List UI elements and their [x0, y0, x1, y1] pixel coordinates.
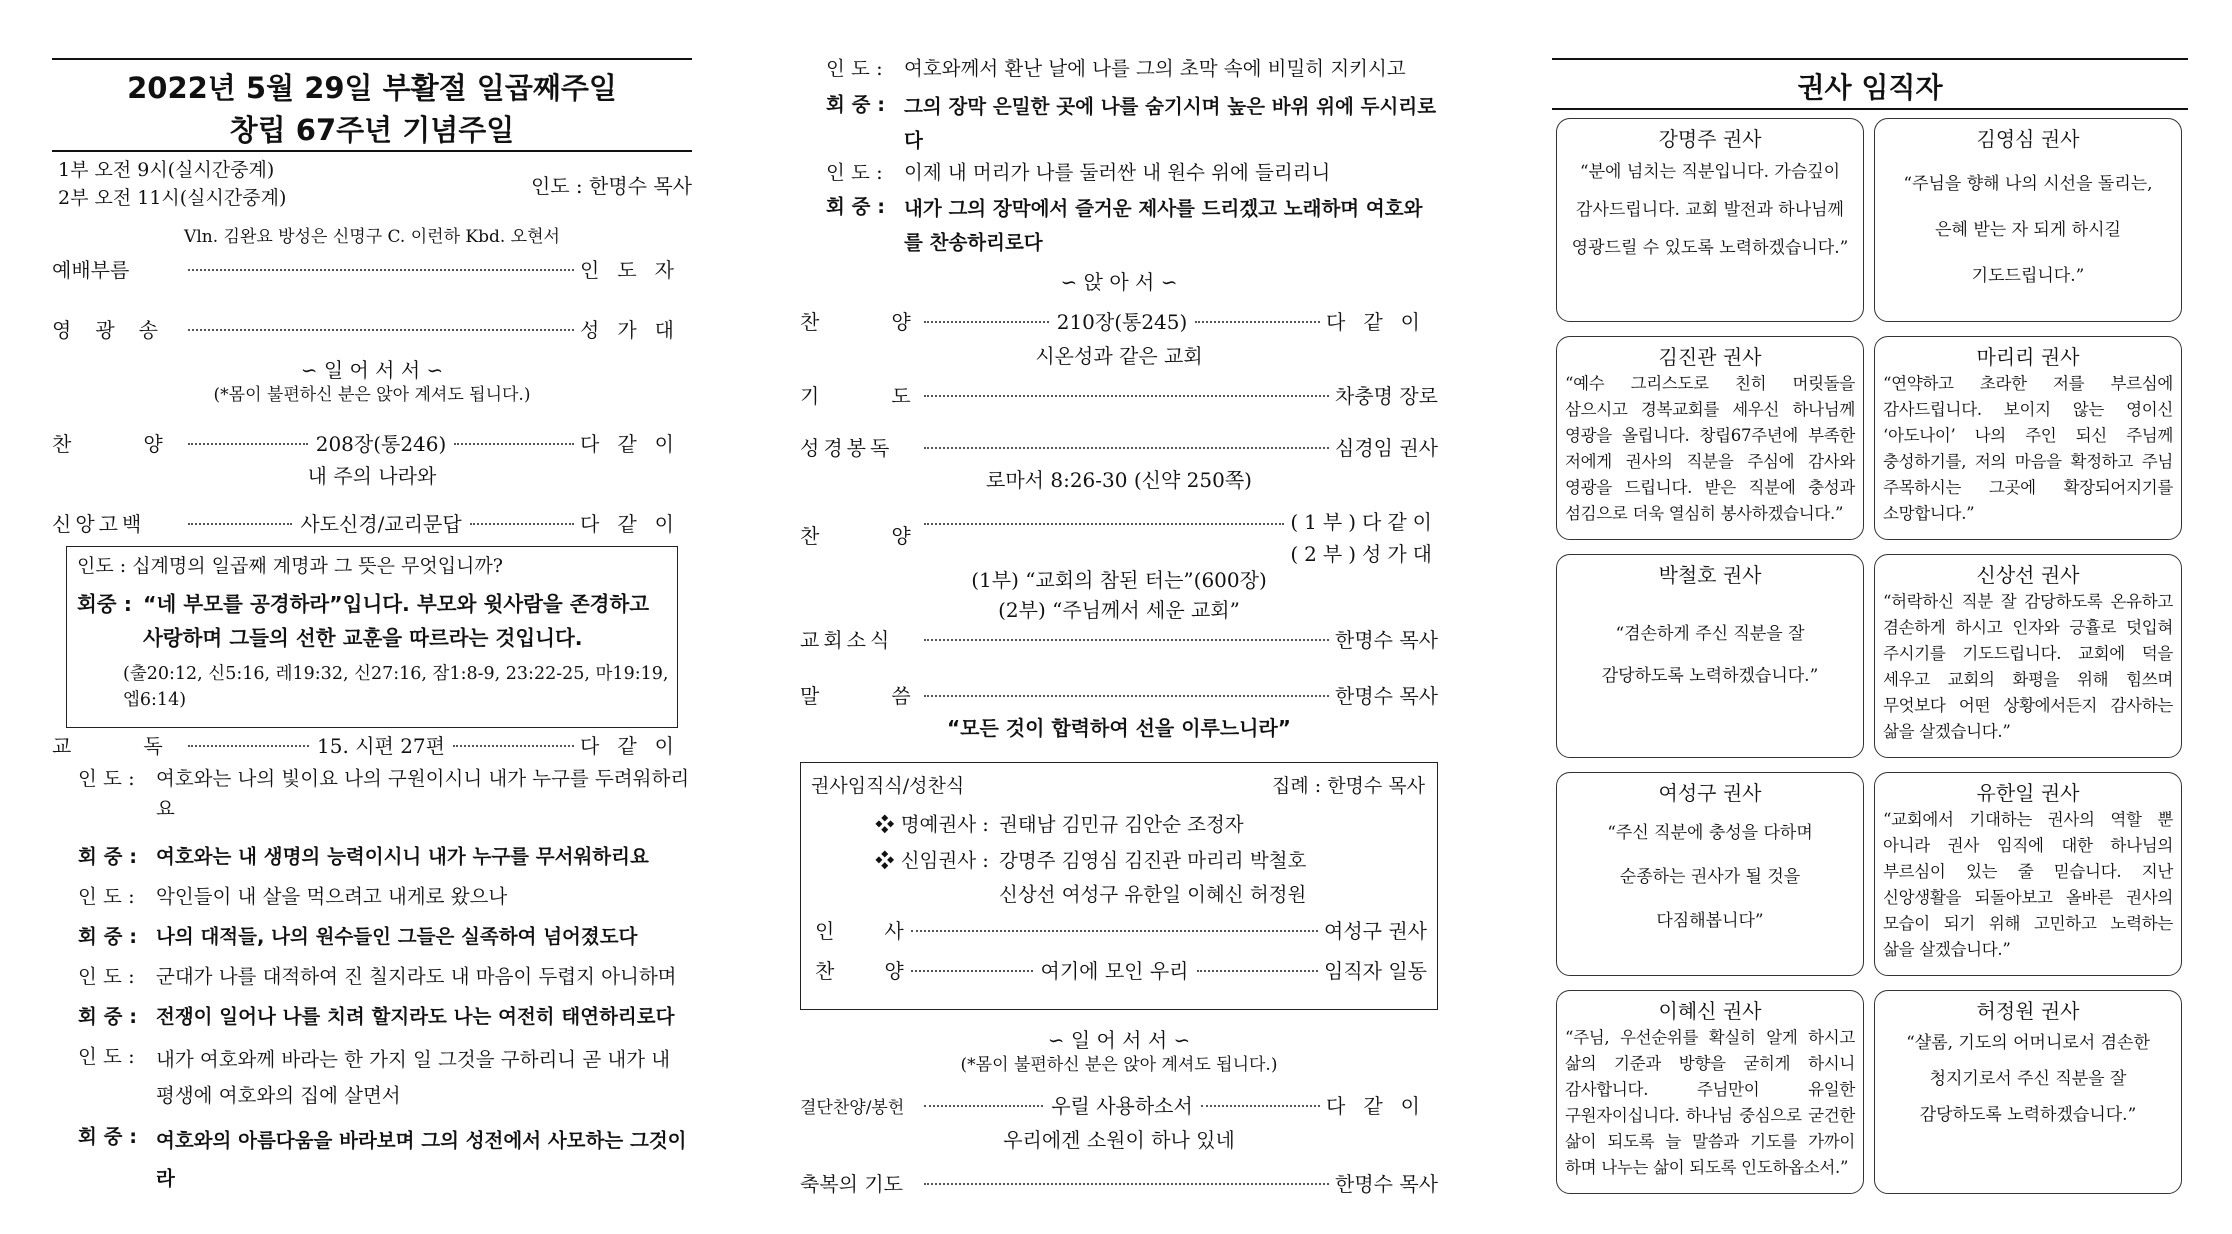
offertory-subtitle: 우리에겐 소원이 하나 있네	[1003, 1128, 1235, 1152]
deaconess-message: “연약하고 초라한 저를 부르심에 감사드립니다. 보이지 않는 영이신 ‘아도나이’ 나의 주인 되신 주님께 충성하기를, 저의 마음을 확정하고 주님 주목하시는 그곳에 확장되어지기를 소망합니다.”	[1883, 374, 2173, 523]
order-label: 영광송	[52, 318, 182, 342]
reading-line-12	[826, 192, 1438, 254]
catechism-references: (출20:12, 신5:16, 레19:32, 신27:16, 잠1:8-9, 23:22-25, 마19:19, 엡6:14)	[123, 664, 669, 710]
order-right: 한명수 목사	[1335, 684, 1438, 708]
order-call-to-worship	[52, 254, 692, 288]
deaconess-column	[1552, 0, 2188, 1234]
order-right: 다같이	[1326, 310, 1438, 334]
reading-text: 전쟁이 일어나 나를 치려 할지라도 나는 여전히 태연하리로다	[156, 1005, 675, 1028]
new-deaconess-names-2: 신상선 여성구 유한일 이혜신 허정원	[999, 883, 1307, 906]
deaconess-message: “샬롬, 기도의 어머니로서 겸손한 청지기로서 주신 직분을 잘 감당하도록 노력하겠습니다.”	[1906, 1033, 2150, 1125]
catechism-box	[66, 546, 678, 728]
order-label: 찬양	[52, 432, 235, 456]
deaconess-name: 마리리 권사	[1976, 345, 2080, 369]
reading-role: 회 중 :	[78, 925, 138, 948]
reading-role: 회 중 :	[78, 845, 138, 868]
reading-line-1	[78, 764, 692, 824]
order-label: 교회소식	[800, 628, 894, 652]
reading-text: 이제 내 머리가 나를 둘러싼 내 원수 위에 들리리니	[904, 161, 1331, 184]
deaconess-message: “분에 넘치는 직분입니다. 가슴깊이 감사드립니다. 교회 발전과 하나님께 영광드릴 수 있도록 노력하겠습니다.”	[1571, 162, 1849, 258]
order-hymn-2	[800, 306, 1438, 340]
order-right: 한명수 목사	[1335, 628, 1438, 652]
deaconess-card	[1556, 554, 1864, 758]
musicians: Vln. 김완요 방성은 신명구 C. 이런하 Kbd. 오현서	[184, 227, 560, 247]
service-time-2: 2부 오전 11시(실시간중계)	[58, 187, 287, 209]
order-right: (1부)다같이	[1290, 510, 1438, 534]
order-label: 인사	[815, 919, 954, 943]
reading-role: 인 도 :	[78, 885, 135, 908]
order-doxology	[52, 314, 692, 348]
service-time-1: 1부 오전 9시(실시간중계)	[58, 159, 275, 181]
deaconess-card	[1874, 554, 2182, 758]
reading-role: 인 도 :	[826, 57, 883, 80]
new-deaconess-names-1: 강명주 김영심 김진관 마리리 박철호	[999, 849, 1307, 872]
service-leader: 인도 : 한명수 목사	[530, 174, 692, 198]
reading-text: 군대가 나를 대적하여 진 칠지라도 내 마음이 두렵지 아니하며	[156, 965, 677, 988]
hymn-number: 210장(통245)	[1056, 310, 1188, 334]
deaconess-card	[1556, 118, 1864, 322]
deaconess-name: 김영심 권사	[1976, 127, 2080, 151]
reading-line-8	[78, 1122, 692, 1190]
order-right: 심경임 권사	[1335, 436, 1438, 460]
ordination-officiant: 집례 : 한명수 목사	[1272, 775, 1425, 797]
order-right: 다같이	[580, 734, 692, 758]
catechism-question: 인도 : 십계명의 일곱째 계명과 그 뜻은 무엇입니까?	[77, 555, 503, 577]
deaconess-name: 유한일 권사	[1976, 781, 2080, 805]
reading-text: 나의 대적들, 나의 원수들인 그들은 실족하여 넘어졌도다	[156, 925, 638, 948]
reading-text: 그의 장막 은밀한 곳에 나를 숨기시며 높은 바위 위에 두시리로다	[904, 95, 1437, 152]
reading-line-3	[78, 882, 692, 912]
hymn-number: 208장(통246)	[315, 432, 447, 456]
reading-role: 회 중 :	[826, 93, 886, 116]
reading-role: 회 중 :	[826, 195, 886, 218]
stand-instruction-2: ∽ 일 어 서 서 ∽	[1047, 1028, 1191, 1052]
hymn-title: 내 주의 나라와	[307, 464, 437, 488]
deaconess-name: 박철호 권사	[1658, 563, 1762, 587]
deaconess-name: 신상선 권사	[1976, 563, 2080, 587]
new-deaconess-label: ❖ 신임권사 :	[875, 849, 989, 872]
confession-name: 사도신경/교리문답	[300, 512, 462, 536]
stand-note: (*몸이 불편하신 분은 앉아 계셔도 됩니다.)	[213, 385, 531, 405]
reading-line-9	[826, 54, 1438, 84]
reading-role: 인 도 :	[78, 767, 135, 790]
ordination-box	[800, 762, 1438, 1010]
order-label: 찬양	[800, 310, 983, 334]
reading-line-10	[826, 90, 1438, 152]
reading-text: 내가 여호와께 바라는 한 가지 일 그것을 구하리니 곧 내가 내 평생에 여호와의 집에 살면서	[156, 1048, 671, 1107]
stand-note-2: (*몸이 불편하신 분은 앉아 계셔도 됩니다.)	[960, 1055, 1278, 1075]
reading-role: 인 도 :	[826, 161, 883, 184]
top-rule	[1552, 58, 2188, 60]
anthem-title-1: (1부) “교회의 참된 터는”(600장)	[971, 568, 1267, 592]
order-label: 말씀	[800, 684, 983, 708]
order-right: 한명수 목사	[1335, 1172, 1438, 1196]
order-label: 결단찬양/봉헌	[800, 1098, 905, 1118]
ordination-title: 권사임직식/성찬식	[811, 775, 965, 797]
honorary-names: 권태남 김민규 김안순 조정자	[999, 813, 1244, 836]
deaconess-card	[1874, 772, 2182, 976]
deaconess-card	[1874, 118, 2182, 322]
hymn-title: 여기에 모인 우리	[1040, 959, 1189, 983]
order-announcements	[800, 624, 1438, 658]
deaconess-message: “허락하신 직분 잘 감당하도록 온유하고 겸손하게 하시고 인자와 긍휼로 덧입혀 주시기를 기도드립니다. 교회에 덕을 세우고 교회의 화평을 위해 힘쓰며 무엇보다 어떤 상황에서든지 감사하는 삶을 살겠습니다.”	[1883, 592, 2173, 741]
reading-line-2	[78, 842, 692, 872]
reading-line-7	[78, 1042, 692, 1107]
deaconess-message: “주님, 우선순위를 확실히 알게 하시고 삶의 기준과 방향을 굳히게 하시니 감사합니다. 주님만이 유일한 구원자이십니다. 하나님 중심으로 굳건한 삶이 되도록 늘 말씀과 기도를 가까이 하며 나누는 삶이 되도록 인도하옵소서.”	[1565, 1028, 1855, 1177]
deaconess-message: “예수 그리스도로 친히 머릿돌을 삼으시고 경복교회를 세우신 하나님께 영광을 올립니다. 창립67주년에 부족한 저에게 권사의 직분을 주심에 감사와 영광을 드립니다. 받은 직분에 충성과 섬김으로 더욱 열심히 봉사하겠습니다.”	[1565, 374, 1855, 523]
order-label: 성경봉독	[800, 436, 894, 460]
order-sermon	[800, 680, 1438, 714]
worship-order-column-1	[52, 0, 692, 1234]
title-rule	[1552, 108, 2188, 110]
sit-instruction: ∽ 앉 아 서 ∽	[1060, 270, 1178, 294]
order-right: 인도자	[580, 258, 692, 282]
deaconess-card	[1556, 772, 1864, 976]
deaconess-card	[1556, 336, 1864, 540]
deaconess-card	[1556, 990, 1864, 1194]
bulletin-title: 2022년 5월 29일 부활절 일곱째주일	[127, 71, 617, 105]
order-right: 성가대	[580, 318, 692, 342]
order-label: 찬양	[815, 959, 954, 983]
reading-text: 여호와의 아름다움을 바라보며 그의 성전에서 사모하는 그것이라	[156, 1129, 687, 1190]
reading-title: 15. 시편 27편	[317, 734, 445, 758]
deaconess-title: 권사 임직자	[1797, 71, 1943, 104]
sermon-title: “모든 것이 합력하여 선을 이루느니라”	[947, 716, 1291, 740]
anthem-title-2: (2부) “주님께서 세운 교회”	[998, 598, 1240, 622]
order-label: 기도	[800, 384, 983, 408]
order-hymn	[52, 428, 692, 462]
deaconess-name: 여성구 권사	[1658, 781, 1762, 805]
scripture-reference: 로마서 8:26-30 (신약 250쪽)	[986, 468, 1252, 492]
order-greeting	[815, 915, 1427, 949]
order-confession	[52, 508, 692, 542]
order-label: 축복의 기도	[800, 1172, 903, 1196]
order-right: 임직자 일동	[1324, 959, 1427, 983]
reading-role: 인 도 :	[78, 965, 135, 988]
reading-role: 인 도 :	[78, 1045, 135, 1068]
reading-text: 여호와는 내 생명의 능력이시니 내가 누구를 무서워하리요	[156, 845, 649, 868]
deaconess-message: “교회에서 기대하는 권사의 역할 뿐 아니라 권사 임직에 대한 하나님의 부르심이 있는 줄 믿습니다. 지난 신앙생활을 되돌아보고 올바른 권사의 모습이 되기 위해 고민하고 노력하는 삶을 살겠습니다.”	[1883, 810, 2173, 959]
deaconess-name: 강명주 권사	[1658, 127, 1762, 151]
order-right: 다같이	[580, 512, 692, 536]
deaconess-card	[1874, 990, 2182, 1194]
stand-instruction: ∽ 일 어 서 서 ∽	[300, 358, 444, 382]
order-scripture	[800, 432, 1438, 466]
reading-line-11	[826, 158, 1438, 188]
order-benediction	[800, 1168, 1438, 1202]
order-right: 다같이	[1326, 1094, 1439, 1118]
reading-text: 여호와께서 환난 날에 나를 그의 초막 속에 비밀히 지키시고	[904, 57, 1406, 80]
title-rule	[52, 150, 692, 152]
order-responsive-reading	[52, 730, 692, 764]
deaconess-message: “겸손하게 주신 직분을 잘 감당하도록 노력하겠습니다.”	[1601, 624, 1819, 686]
order-right: 여성구 권사	[1324, 919, 1427, 943]
bulletin-subtitle: 창립 67주년 기념주일	[229, 113, 515, 147]
deaconess-message: “주님을 향해 나의 시선을 돌리는, 은혜 받는 자 되게 하시길 기도드립니다.”	[1903, 174, 2153, 286]
deaconess-name: 허정원 권사	[1976, 999, 2080, 1023]
catechism-answer-label: 회중 :	[77, 592, 132, 616]
reading-text: 내가 그의 장막에서 즐거운 제사를 드리겠고 노래하며 여호와를 찬송하리로다	[904, 197, 1423, 254]
reading-line-6	[78, 1002, 692, 1032]
reading-role: 회 중 :	[78, 1005, 138, 1028]
order-right: 차충명 장로	[1335, 384, 1438, 408]
top-rule	[52, 58, 692, 60]
offertory-title: 우릴 사용하소서	[1051, 1094, 1193, 1118]
order-prayer	[800, 380, 1438, 414]
reading-text: 여호와는 나의 빛이요 나의 구원이시니 내가 누구를 두려워하리요	[156, 767, 690, 820]
reading-text: 악인들이 내 살을 먹으려고 내게로 왔으나	[156, 885, 508, 908]
anthem-part2: (2부)성가대	[1290, 542, 1438, 566]
hymn-title: 시온성과 같은 교회	[1035, 344, 1203, 368]
deaconess-card	[1874, 336, 2182, 540]
order-label: 교독	[52, 734, 235, 758]
reading-line-4	[78, 922, 692, 952]
order-label: 예배부름	[52, 258, 130, 282]
deaconess-name: 김진관 권사	[1658, 345, 1762, 369]
reading-line-5	[78, 962, 692, 992]
order-label: 신앙고백	[52, 512, 146, 536]
reading-role: 회 중 :	[78, 1125, 138, 1148]
order-dedication-hymn	[815, 955, 1427, 989]
order-offertory	[800, 1090, 1438, 1124]
catechism-answer: “네 부모를 공경하라”입니다. 부모와 윗사람을 존경하고 사랑하며 그들의 선한 교훈을 따르라는 것입니다.	[143, 592, 650, 650]
deaconess-name: 이혜신 권사	[1658, 999, 1762, 1023]
order-right: 다같이	[580, 432, 692, 456]
deaconess-message: “주신 직분에 충성을 다하며 순종하는 권사가 될 것을 다짐해봅니다”	[1607, 823, 1813, 931]
order-label: 찬양	[800, 524, 983, 548]
worship-order-column-2	[800, 0, 1438, 1234]
honorary-label: ❖ 명예권사 :	[875, 813, 989, 836]
